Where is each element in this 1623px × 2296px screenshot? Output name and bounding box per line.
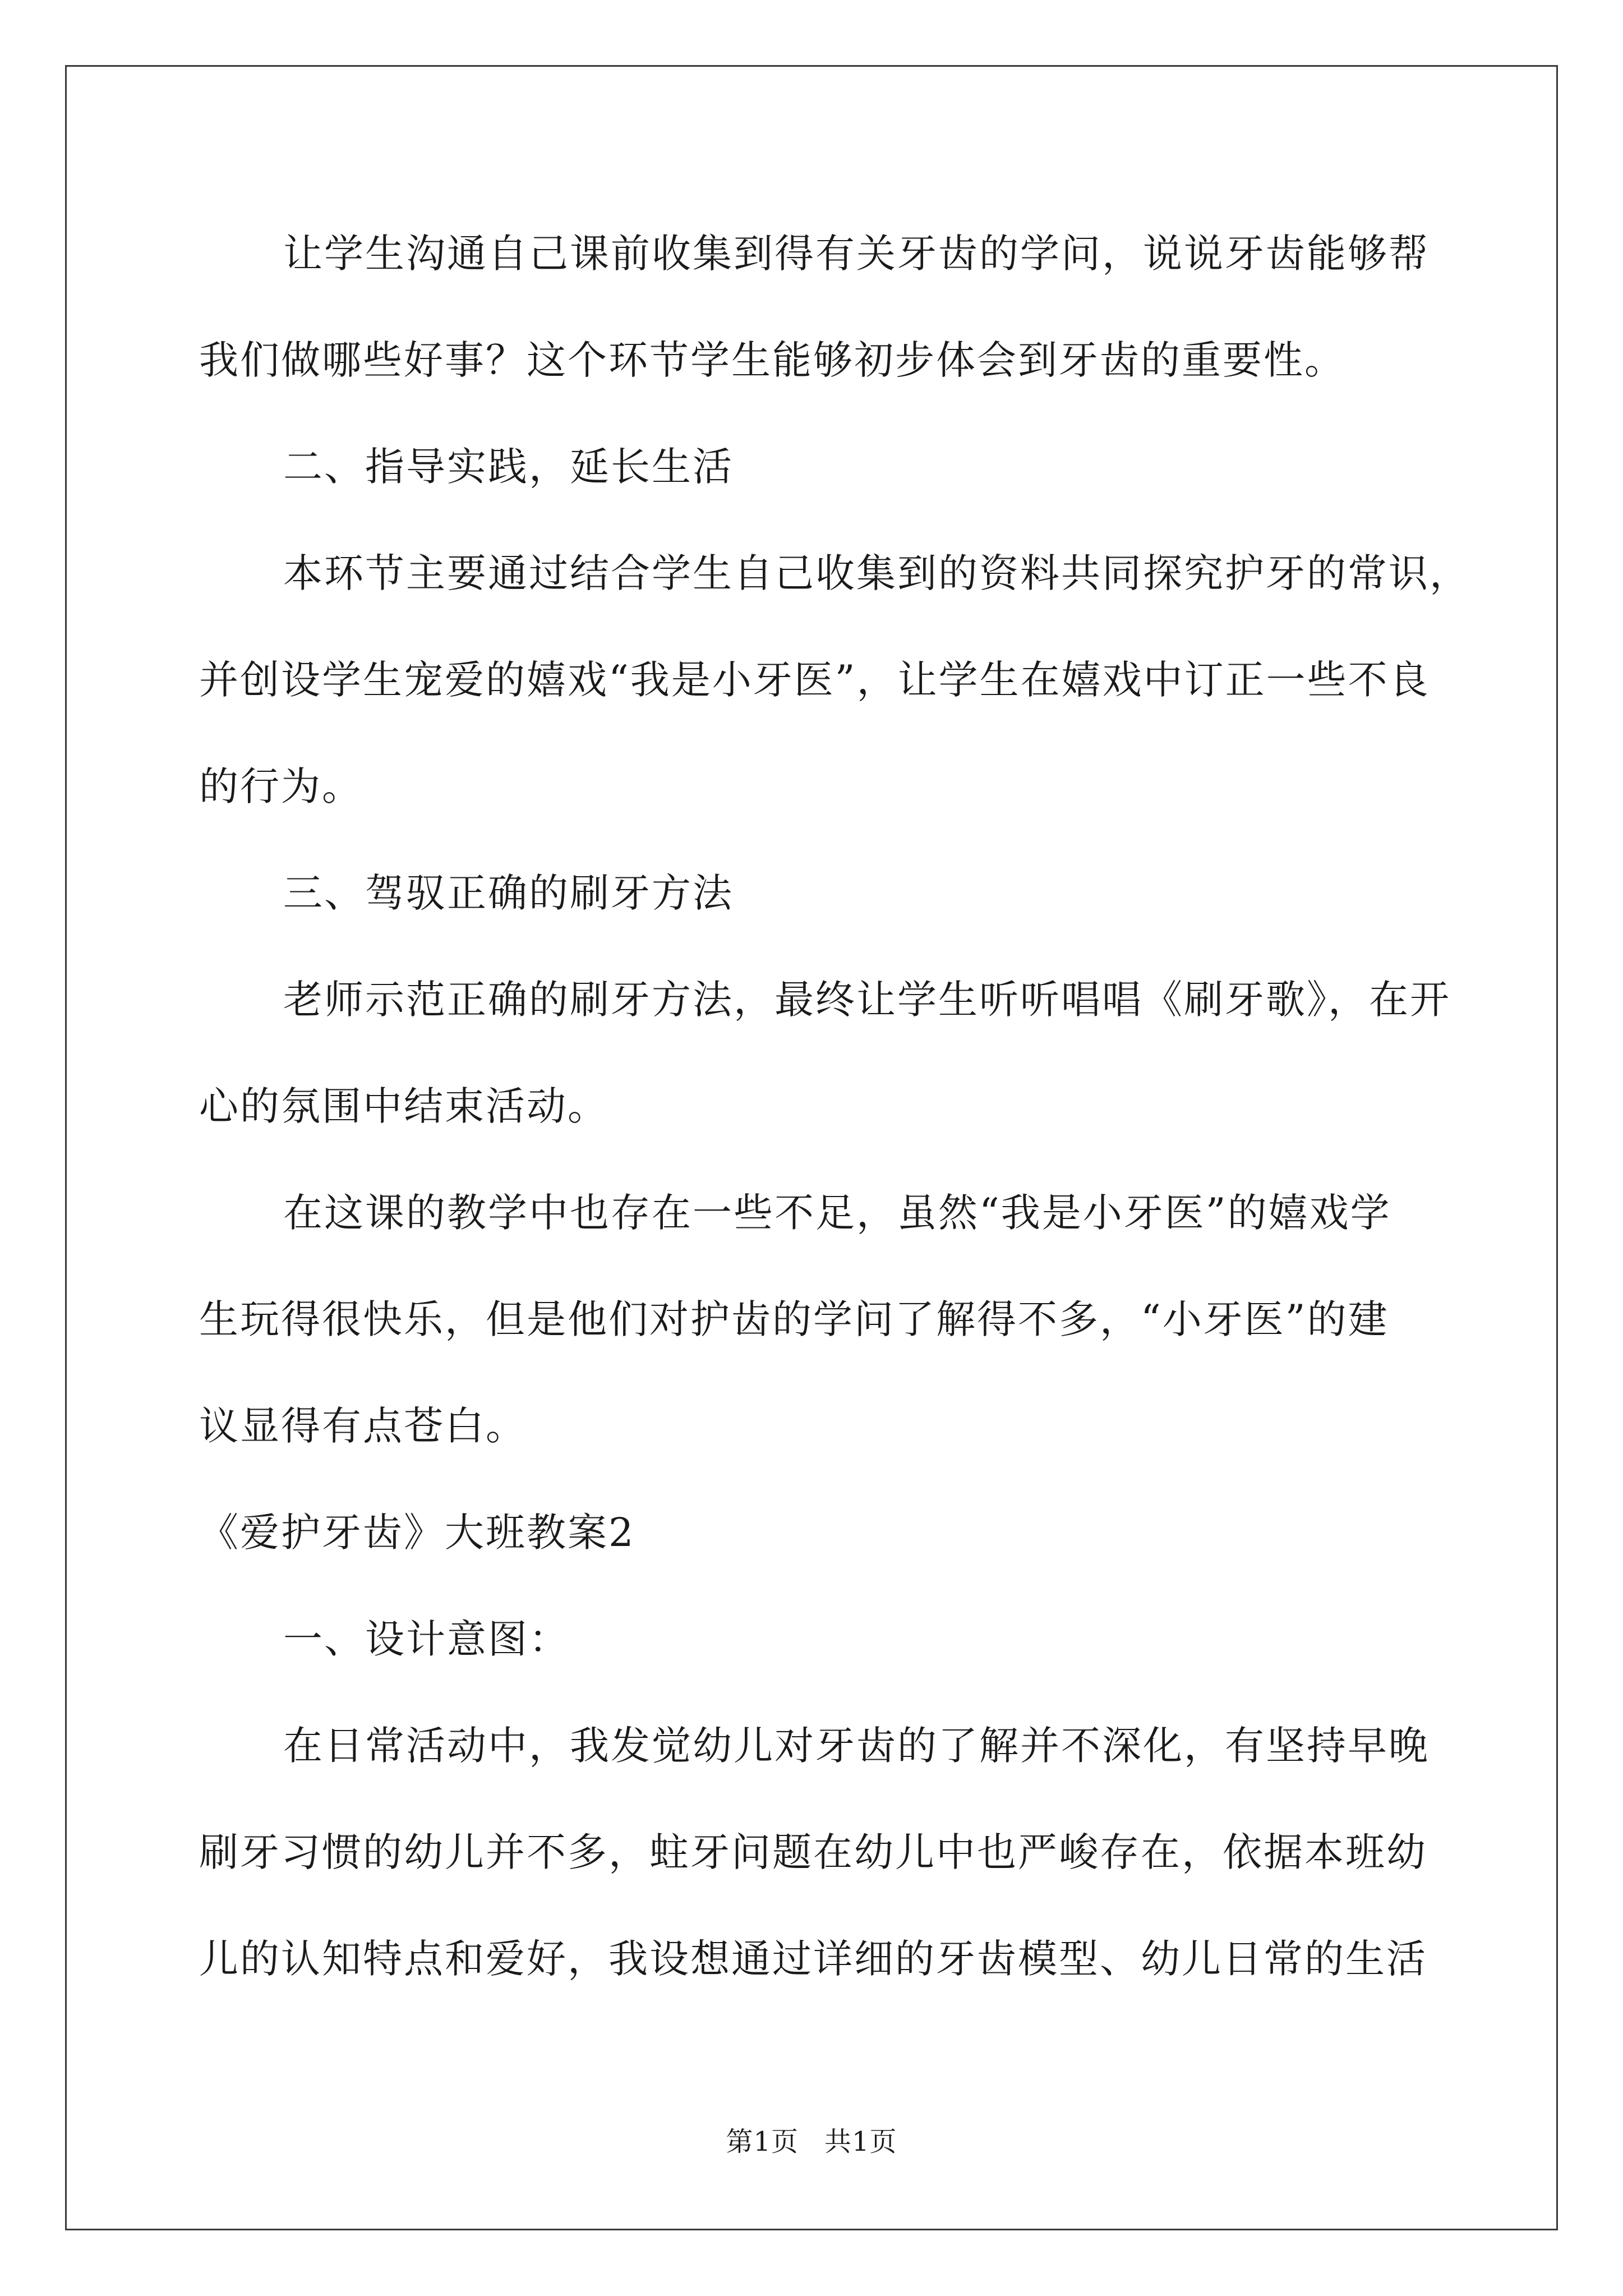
- paragraph-line: 让学生沟通自己课前收集到得有关牙齿的学问，说说牙齿能够帮: [283, 231, 1430, 277]
- paragraph-line: 在这课的教学中也存在一些不足，虽然“我是小牙医”的嬉戏学: [283, 1190, 1391, 1236]
- section-heading: 三、驾驭正确的刷牙方法: [283, 870, 734, 916]
- page-footer: [0, 2125, 1623, 2159]
- paragraph-line: 心的氛围中结束活动。: [199, 1083, 608, 1129]
- paragraph-line: 本环节主要通过结合学生自己收集到的资料共同探究护牙的常识，: [283, 550, 1470, 596]
- paragraph-line: 刷牙习惯的幼儿并不多，蛀牙问题在幼儿中也严峻存在，依据本班幼: [199, 1829, 1427, 1875]
- document-title: 《爱护牙齿》大班教案2: [199, 1510, 635, 1556]
- paragraph-line: 的行为。: [199, 763, 363, 809]
- paragraph-line: 议显得有点苍白。: [199, 1403, 527, 1449]
- paragraph-line: 我们做哪些好事？这个环节学生能够初步体会到牙齿的重要性。: [199, 337, 1345, 383]
- paragraph-line: 儿的认知特点和爱好，我设想通过详细的牙齿模型、幼儿日常的生活: [199, 1936, 1427, 1982]
- page-total: 共1页: [824, 2126, 897, 2157]
- paragraph-line: 生玩得很快乐，但是他们对护齿的学问了解得不多，“小牙医”的建: [199, 1296, 1389, 1342]
- paragraph-line: 老师示范正确的刷牙方法，最终让学生听听唱唱《刷牙歌》，在开: [283, 977, 1451, 1023]
- page-border: [65, 65, 1558, 2230]
- section-heading: 一、设计意图：: [283, 1616, 570, 1662]
- paragraph-line: 在日常活动中，我发觉幼儿对牙齿的了解并不深化，有坚持早晚: [283, 1723, 1430, 1769]
- section-heading: 二、指导实践，延长生活: [283, 444, 734, 490]
- paragraph-line: 并创设学生宠爱的嬉戏“我是小牙医”，让学生在嬉戏中订正一些不良: [199, 657, 1430, 703]
- page-number: 第1页: [726, 2126, 799, 2157]
